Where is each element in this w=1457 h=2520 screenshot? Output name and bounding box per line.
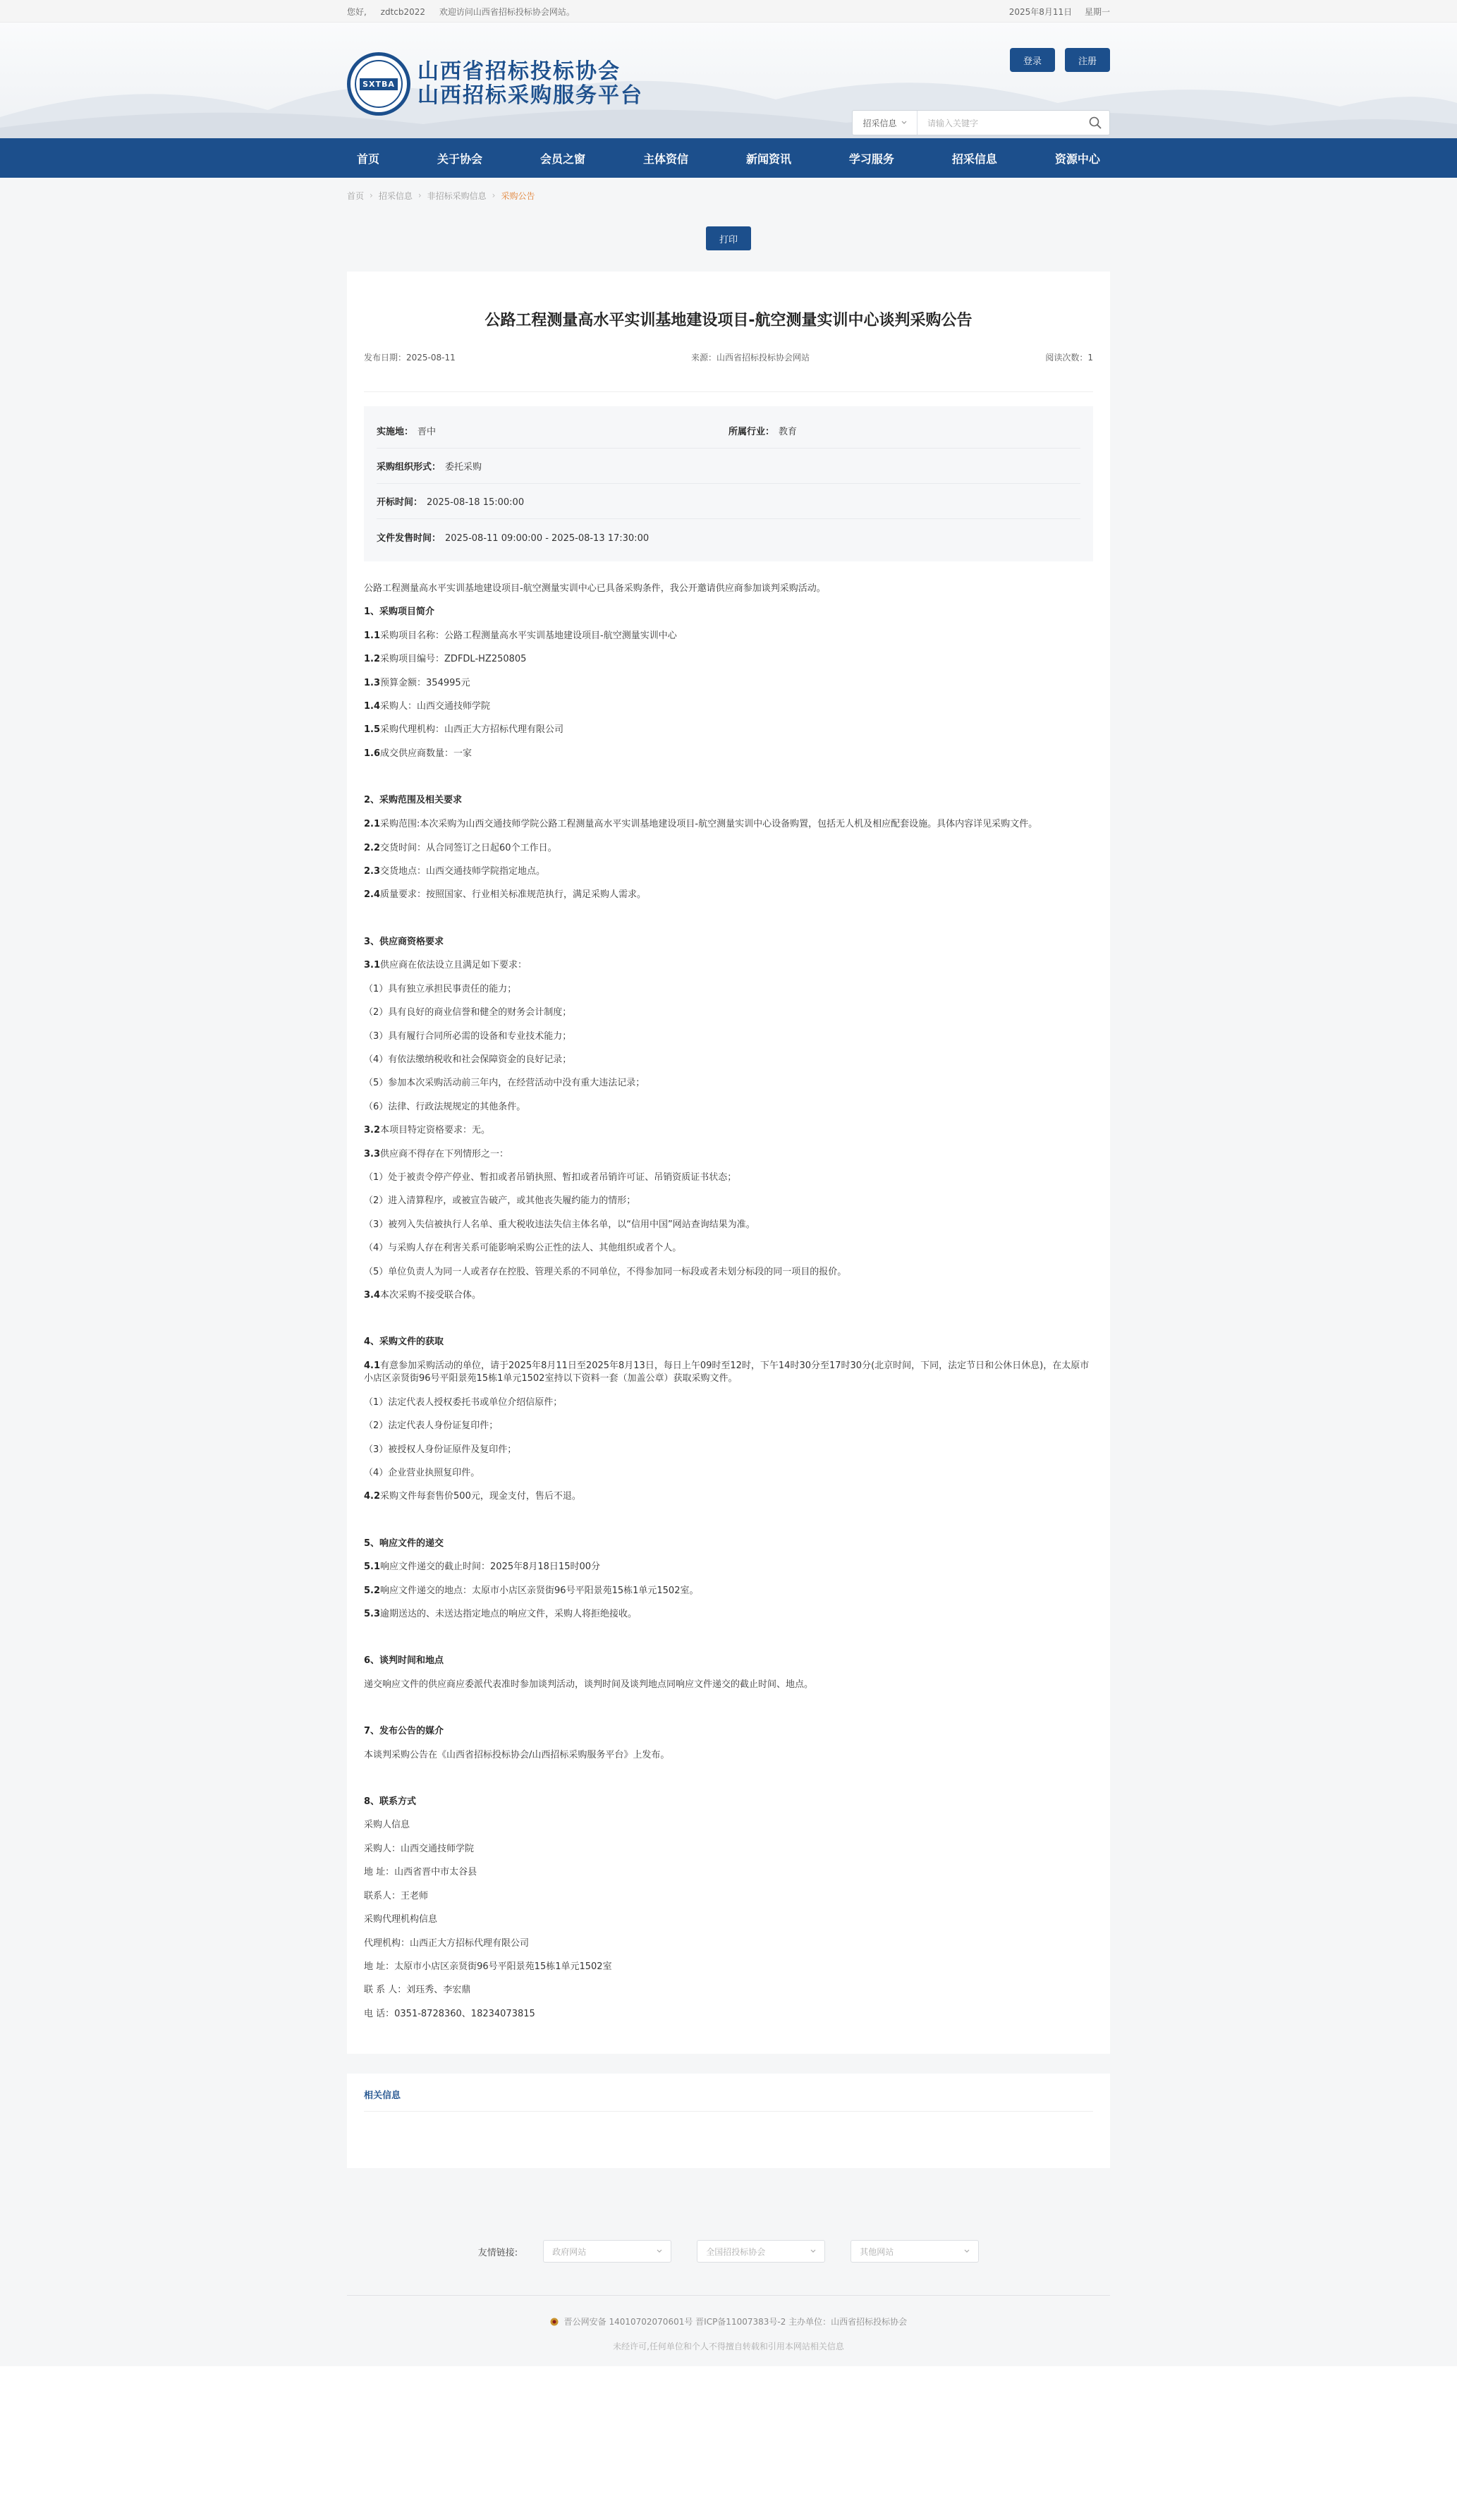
links-dropdown-other[interactable] — [851, 2240, 979, 2263]
doc-time-value: 2025-08-11 09:00:00 - 2025-08-13 17:30:00 — [445, 532, 650, 544]
paragraph: 4.1有意参加采购活动的单位，请于2025年8月11日至2025年8月13日，每日上午09时至12时，下午14时30分至17时30分(北京时间，下同，法定节日和公休日休息)，在太原市小店区亲贤街96号平阳景苑15栋1单元1502室持以下资料一套（加盖公章）获取采购文件。 — [364, 1360, 1090, 1384]
paragraph: （1）具有独立承担民事责任的能力； — [364, 983, 517, 994]
paragraph: （2）具有良好的商业信誉和健全的财务会计制度； — [364, 1007, 572, 1018]
paragraph: （1）法定代表人授权委托书或单位介绍信原件； — [364, 1396, 563, 1408]
view-count: 阅读次数：1 — [1045, 353, 1093, 363]
paragraph: 1.3预算金额：354995元 — [364, 677, 470, 688]
paragraph: 1.2采购项目编号：ZDFDL-HZ250805 — [364, 654, 527, 665]
contact-line: 电 话：0351-8728360、18234073815 — [364, 2008, 535, 2019]
paragraph: 1.1采购项目名称：公路工程测量高水平实训基地建设项目-航空测量实训中心 — [364, 630, 677, 641]
section-heading: 4、采购文件的获取 — [364, 1337, 444, 1348]
contact-line: 采购人信息 — [364, 1820, 410, 1831]
publish-date: 发布日期：2025-08-11 — [364, 353, 456, 363]
contact-line: 采购人：山西交通技师学院 — [364, 1843, 475, 1854]
copyright — [0, 2315, 1457, 2327]
location-label: 实施地： — [377, 427, 414, 437]
paragraph: 1.6成交供应商数量：一家 — [364, 748, 473, 759]
paragraph: 1.4采购人：山西交通技师学院 — [364, 701, 491, 712]
logo-title-line2: 山西招标采购服务平台 — [417, 83, 643, 108]
paragraph: 3.1供应商在依法设立且满足如下要求： — [364, 960, 528, 971]
chevron-down-icon — [810, 2249, 816, 2253]
reprint-notice: 未经许可,任何单位和个人不得擅自转载和引用本网站相关信息 — [613, 2342, 844, 2352]
related-info-label: 相关信息 — [364, 2088, 1093, 2112]
org-form-value: 委托采购 — [445, 462, 482, 473]
breadcrumb-non-tender[interactable]: 非招标采购信息 — [427, 190, 487, 201]
search-button[interactable] — [1081, 116, 1109, 130]
dropdown-label: 其他网站 — [860, 2246, 894, 2257]
paragraph: （4）与采购人存在利害关系可能影响采购公正性的法人、其他组织或者个人。 — [364, 1243, 682, 1254]
current-weekday: 星期一 — [1084, 6, 1110, 17]
contact-line: 联 系 人：刘珏秀、李宏鼎 — [364, 1985, 471, 1996]
paragraph: （3）具有履行合同所必需的设备和专业技术能力； — [364, 1030, 572, 1042]
print-button[interactable]: 打印 — [706, 226, 751, 250]
police-badge-icon — [550, 2318, 559, 2326]
paragraph: （1）处于被责令停产停业、暂扣或者吊销执照、暂扣或者吊销许可证、吊销资质证书状态； — [364, 1171, 737, 1183]
paragraph: 2.4质量要求：按照国家、行业相关标准规范执行，满足采购人需求。 — [364, 889, 647, 901]
logo-seal-icon — [347, 52, 410, 116]
contact-line: 地 址：山西省晋中市太谷县 — [364, 1867, 477, 1878]
open-time-label: 开标时间： — [377, 497, 423, 508]
paragraph: （2）进入清算程序，或被宣告破产，或其他丧失履约能力的情形； — [364, 1195, 636, 1207]
chevron-down-icon — [964, 2249, 970, 2253]
paragraph: 3.3供应商不得存在下列情形之一： — [364, 1148, 509, 1159]
org-form-label: 采购组织形式： — [377, 462, 441, 473]
breadcrumb-home[interactable]: 首页 — [347, 190, 365, 201]
contact-line: 采购代理机构信息 — [364, 1914, 438, 1925]
search-category-label: 招采信息 — [862, 118, 897, 128]
welcome-text: 欢迎访问山西省招标投标协会网站。 — [439, 6, 575, 17]
chevron-down-icon — [901, 121, 907, 125]
chevron-down-icon — [657, 2249, 662, 2253]
section-heading: 2、采购范围及相关要求 — [364, 795, 463, 806]
article-meta — [364, 351, 1093, 392]
breadcrumb-current: 采购公告 — [501, 190, 535, 201]
paragraph: （5）单位负责人为同一人或者存在控股、管理关系的不同单位，不得参加同一标段或者未划分标段的同一项目的报价。 — [364, 1266, 847, 1277]
site-footer — [0, 2213, 1457, 2366]
project-info-box — [364, 406, 1093, 561]
paragraph: 5.3逾期送达的、未送达指定地点的响应文件，采购人将拒绝接收。 — [364, 1609, 638, 1620]
top-bar — [0, 0, 1457, 23]
paragraph: （4）企业营业执照复印件。 — [364, 1468, 480, 1478]
search-icon — [1088, 116, 1102, 130]
dropdown-label: 全国招投标协会 — [706, 2246, 766, 2257]
contact-line: 地 址：太原市小店区亲贤街96号平阳景苑15栋1单元1502室 — [364, 1961, 612, 1972]
section-heading: 1、采购项目简介 — [364, 607, 435, 618]
site-logo[interactable] — [347, 52, 643, 116]
footer-divider — [347, 2295, 1110, 2296]
friend-links-label: 友情链接: — [477, 2247, 518, 2258]
open-time-value: 2025-08-18 15:00:00 — [427, 497, 525, 508]
search-input[interactable]: 请输入关键字 — [927, 118, 979, 128]
chevron-right-icon: › — [492, 190, 496, 200]
logo-title-line1: 山西省招标投标协会 — [417, 59, 621, 84]
intro-paragraph: 公路工程测量高水平实训基地建设项目-航空测量实训中心已具备采购条件，我公开邀请供应商参加谈判采购活动。 — [364, 583, 826, 594]
article-source: 来源：山西省招标投标协会网站 — [691, 353, 810, 363]
contact-line: 代理机构：山西正大方招标代理有限公司 — [364, 1937, 530, 1949]
contact-line: 联系人：王老师 — [364, 1890, 429, 1901]
nav-credit[interactable]: 主体资信 — [642, 152, 688, 166]
paragraph: （3）被授权人身份证原件及复印件； — [364, 1444, 517, 1455]
paragraph: 递交响应文件的供应商应委派代表准时参加谈判活动，谈判时间及谈判地点同响应文件递交的截止时间、地点。 — [364, 1679, 814, 1690]
page-body — [0, 178, 1457, 2366]
breadcrumb-procurement[interactable]: 招采信息 — [378, 190, 413, 201]
paragraph: 2.3交货地点：山西交通技师学院指定地点。 — [364, 866, 546, 877]
paragraph: 本谈判采购公告在《山西省招标投标协会/山西招标采购服务平台》上发布。 — [364, 1749, 670, 1760]
paragraph: （5）参加本次采购活动前三年内，在经营活动中没有重大违法记录； — [364, 1078, 645, 1089]
related-info — [347, 2074, 1110, 2168]
paragraph: （2）法定代表人身份证复印件； — [364, 1420, 499, 1432]
section-heading: 6、谈判时间和地点 — [364, 1655, 444, 1667]
article-card — [347, 272, 1110, 2054]
section-heading: 8、联系方式 — [364, 1796, 417, 1808]
main-nav — [0, 138, 1457, 178]
logo-abbr: SXTBA — [360, 78, 398, 90]
paragraph: （3）被列入失信被执行人名单、重大税收违法失信主体名单，以“信用中国”网站查询结果为准。 — [364, 1219, 755, 1230]
links-dropdown-gov[interactable] — [543, 2240, 671, 2263]
location-value: 晋中 — [417, 427, 437, 437]
nav-home[interactable]: 首页 — [357, 152, 380, 166]
breadcrumb — [347, 188, 1110, 202]
nav-news[interactable]: 新闻资讯 — [745, 152, 791, 166]
chevron-right-icon: › — [417, 190, 422, 200]
nav-about[interactable]: 关于协会 — [437, 152, 482, 166]
greeting-text: 您好, — [347, 6, 367, 17]
paragraph: 5.1响应文件递交的截止时间：2025年8月18日15时00分 — [364, 1562, 601, 1573]
paragraph: 3.4本次采购不接受联合体。 — [364, 1289, 482, 1301]
nav-members[interactable]: 会员之窗 — [539, 152, 585, 166]
nav-resources[interactable]: 资源中心 — [1054, 152, 1100, 166]
paragraph: 2.2交货时间：从合同签订之日起60个工作日。 — [364, 842, 557, 853]
login-button[interactable]: 登录 — [1010, 48, 1055, 72]
section-heading: 5、响应文件的递交 — [364, 1538, 444, 1549]
search-bar — [852, 110, 1110, 135]
section-heading: 3、供应商资格要求 — [364, 936, 444, 947]
industry-label: 所属行业： — [728, 427, 775, 437]
paragraph: 4.2采购文件每套售价500元，现金支付，售后不退。 — [364, 1491, 581, 1502]
paragraph: 1.5采购代理机构：山西正大方招标代理有限公司 — [364, 724, 564, 736]
chevron-right-icon: › — [370, 190, 373, 200]
paragraph: 3.2本项目特定资格要求：无。 — [364, 1125, 491, 1136]
nav-procurement[interactable]: 招采信息 — [951, 152, 997, 166]
site-header — [0, 23, 1457, 138]
paragraph: 2.1采购范围:本次采购为山西交通技师学院公路工程测量高水平实训基地建设项目-航空测量实训中心设备购置，包括无人机及相应配套设施。具体内容详见采购文件。 — [364, 818, 1038, 829]
copyright-text: 晋公网安备 14010702070601号 晋ICP备11007383号-2 主办单位：山西省招标投标协会 — [563, 2317, 908, 2327]
paragraph: （4）有依法缴纳税收和社会保障资金的良好记录； — [364, 1054, 572, 1065]
paragraph: 5.2响应文件递交的地点：太原市小店区亲贤街96号平阳景苑15栋1单元1502室。 — [364, 1585, 699, 1596]
current-date: 2025年8月11日 — [1008, 6, 1073, 17]
nav-learning[interactable]: 学习服务 — [848, 152, 894, 166]
links-dropdown-assoc[interactable] — [697, 2240, 825, 2263]
search-category-select[interactable] — [853, 111, 918, 135]
doc-time-label: 文件发售时间： — [377, 532, 441, 544]
dropdown-label: 政府网站 — [552, 2246, 587, 2257]
article-title: 公路工程测量高水平实训基地建设项目-航空测量实训中心谈判采购公告 — [484, 312, 973, 329]
friend-links — [347, 2240, 1110, 2263]
section-heading: 7、发布公告的媒介 — [364, 1726, 444, 1737]
industry-value: 教育 — [779, 427, 798, 437]
register-button[interactable]: 注册 — [1065, 48, 1110, 72]
article-content — [364, 577, 1093, 2026]
username-link[interactable]: zdtcb2022 — [380, 6, 426, 17]
paragraph: （6）法律、行政法规规定的其他条件。 — [364, 1101, 526, 1112]
